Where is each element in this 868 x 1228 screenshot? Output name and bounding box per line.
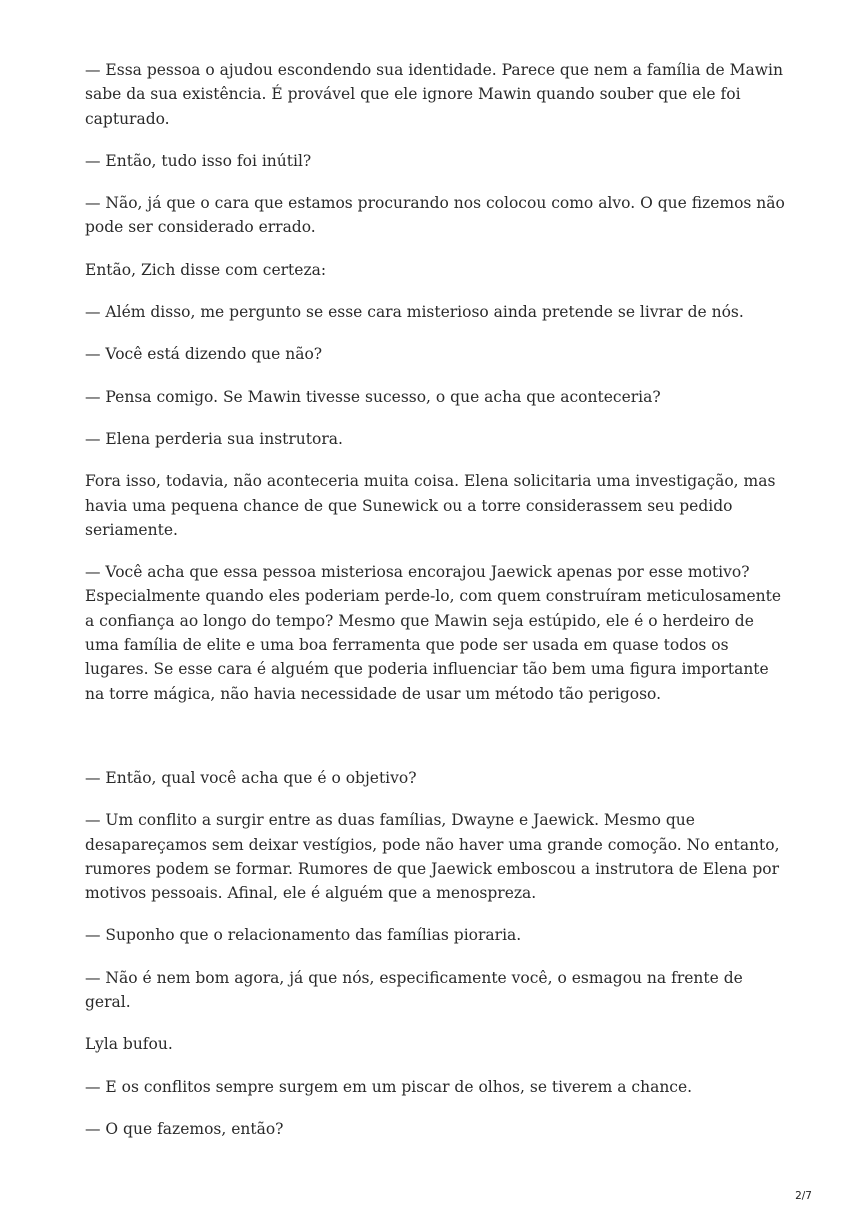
paragraph: — Suponho que o relacionamento das famílias pioraria.	[85, 926, 522, 945]
paragraph: — Você acha que essa pessoa misteriosa encorajou Jaewick apenas por esse motivo? Especialmente quando eles poderiam perde-lo, com quem construíram meticulosamente a confiança ao longo do tempo? Mesmo que Mawin seja estúpido, ele é o herdeiro de uma família de elite e uma boa ferramenta que pode ser usada em quase todos os lugares. Se esse cara é alguém que poderia influenciar tão bem uma figura importante na torre mágica, não havia necessidade de usar um método tão perigoso.	[85, 563, 782, 703]
paragraph: — Um conflito a surgir entre as duas famílias, Dwayne e Jaewick. Mesmo que desapareçamos sem deixar vestígios, pode não haver uma grande comoção. No entanto, rumores podem se formar. Rumores de que Jaewick emboscou a instrutora de Elena por motivos pessoais. Afinal, ele é alguém que a menospreza.	[85, 811, 780, 903]
document-body	[85, 58, 785, 1159]
paragraph: Fora isso, todavia, não aconteceria muita coisa. Elena solicitaria uma investigação, mas havia uma pequena chance de que Sunewick ou a torre considerassem seu pedido seriamente.	[85, 472, 776, 539]
paragraph: Então, Zich disse com certeza:	[85, 260, 327, 279]
paragraph: — Você está dizendo que não?	[85, 345, 323, 364]
paragraph: — E os conflitos sempre surgem em um piscar de olhos, se tiverem a chance.	[85, 1077, 693, 1096]
paragraph: — O que fazemos, então?	[85, 1119, 284, 1138]
paragraph: — Além disso, me pergunto se esse cara misterioso ainda pretende se livrar de nós.	[85, 303, 744, 322]
paragraph: — Pensa comigo. Se Mawin tivesse sucesso, o que acha que aconteceria?	[85, 387, 661, 406]
page-number: 2/7	[795, 1190, 812, 1202]
paragraph: — Essa pessoa o ajudou escondendo sua identidade. Parece que nem a família de Mawin sabe da sua existência. É provável que ele ignore Mawin quando souber que ele foi capturado.	[85, 61, 783, 128]
paragraph: Lyla bufou.	[85, 1035, 173, 1054]
paragraph: — Não é nem bom agora, já que nós, especificamente você, o esmagou na frente de geral.	[85, 968, 743, 1012]
paragraph: — Não, já que o cara que estamos procurando nos colocou como alvo. O que fizemos não pode ser considerado errado.	[85, 194, 785, 237]
paragraph: — Elena perderia sua instrutora.	[85, 429, 343, 448]
paragraph: — Então, tudo isso foi inútil?	[85, 151, 312, 170]
paragraph: — Então, qual você acha que é o objetivo?	[85, 768, 417, 787]
